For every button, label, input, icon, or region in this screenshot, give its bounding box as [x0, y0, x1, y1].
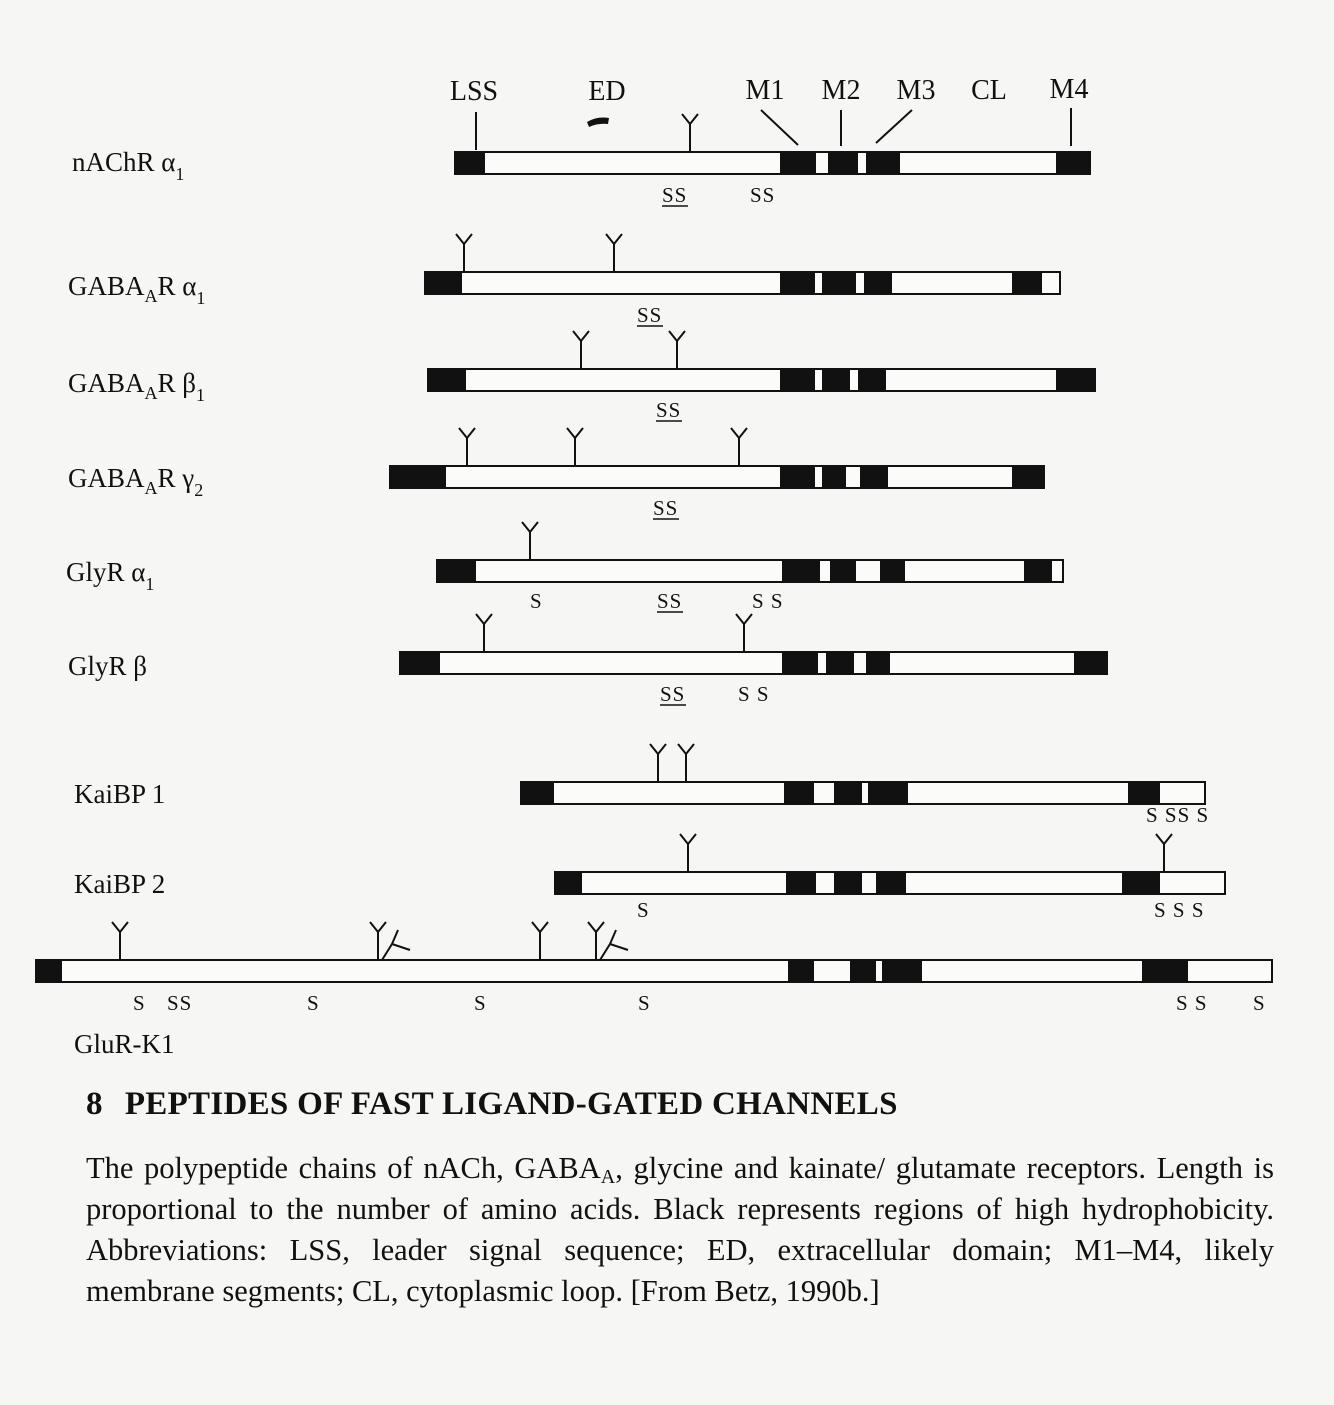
disulfide-label: SS: [657, 589, 683, 613]
segment-label-m4: M4: [1049, 74, 1089, 105]
hydrophobic-segment: [780, 152, 816, 174]
hydrophobic-segment: [782, 652, 818, 674]
m3-pointer: [876, 110, 912, 143]
disulfide-label: SS: [637, 303, 663, 327]
receptor-name: GluR-K1: [74, 1029, 175, 1059]
polypeptide-chain: [437, 560, 1063, 582]
polypeptide-chain: [390, 466, 1044, 488]
receptor-name: GABA: [68, 463, 145, 493]
glycosylation-site-icon: [522, 522, 538, 560]
disulfide-label: SS: [653, 496, 679, 520]
glycosylation-site-icon: [476, 614, 492, 652]
receptor-subunit-subscript: 1: [196, 288, 206, 308]
hydrophobic-segment: [1074, 652, 1107, 674]
disulfide-label: SS: [167, 991, 193, 1015]
receptor-label: [74, 1029, 175, 1059]
glycosylation-site-icon: [669, 331, 685, 369]
hydrophobic-segment: [400, 652, 440, 674]
hydrophobic-segment: [864, 272, 892, 294]
hydrophobic-segment: [868, 782, 908, 804]
receptor-subunit-subscript: 1: [145, 574, 155, 594]
hydrophobic-segment: [780, 272, 815, 294]
receptor-name-suffix: R γ: [157, 463, 195, 493]
disulfide-label: S: [638, 991, 651, 1015]
receptor-subscript-a: A: [144, 286, 158, 306]
hydrophobic-segment: [784, 782, 814, 804]
hydrophobic-segment: [1122, 872, 1160, 894]
hydrophobic-segment: [822, 369, 850, 391]
receptor-label: [68, 368, 205, 405]
glycosylation-site-icon: [112, 922, 128, 960]
disulfide-label: SS: [662, 183, 688, 207]
hydrophobic-segment: [830, 560, 856, 582]
receptor-name: GABA: [68, 271, 145, 301]
figure-title: PEPTIDES OF FAST LIGAND-GATED CHANNELS: [124, 1086, 898, 1122]
glycosylation-site-icon: [573, 331, 589, 369]
hydrophobic-segment: [36, 960, 62, 982]
hydrophobic-segment: [1056, 369, 1095, 391]
glycosylation-site-icon: [731, 428, 747, 466]
disulfide-label: S S: [752, 589, 784, 613]
hydrophobic-segment: [822, 466, 846, 488]
segment-label-cl: CL: [971, 75, 1007, 106]
receptor-label: [74, 869, 165, 899]
hydrophobic-segment: [1142, 960, 1188, 982]
hydrophobic-segment: [428, 369, 466, 391]
receptor-name: nAChR α: [72, 147, 176, 177]
hydrophobic-segment: [858, 369, 886, 391]
glycosylation-site-icon: [567, 428, 583, 466]
glycosylation-site-icon: [370, 922, 386, 960]
glycosylation-site-icon: [532, 922, 548, 960]
glycosylation-site-icon: [459, 428, 475, 466]
figure-caption-body: [86, 1148, 1274, 1312]
polypeptide-chain: [455, 152, 1090, 174]
glycosylation-site-icon: [1156, 834, 1172, 872]
receptor-row: [74, 744, 1209, 827]
disulfide-label: S SS S: [1146, 803, 1210, 827]
hydrophobic-segment: [882, 960, 922, 982]
hydrophobic-segment: [788, 960, 814, 982]
disulfide-label: S S S: [1154, 898, 1205, 922]
hydrophobic-segment: [555, 872, 582, 894]
hydrophobic-segment: [780, 369, 815, 391]
receptor-subunit-subscript: 1: [175, 164, 185, 184]
disulfide-label: S: [133, 991, 146, 1015]
polypeptide-chain: [36, 960, 1272, 982]
receptor-row: [72, 114, 1090, 207]
segment-label-m3: M3: [896, 75, 936, 106]
segment-label-lss: LSS: [449, 76, 499, 107]
polypeptide-chain: [425, 272, 1060, 294]
segment-label-m2: M2: [821, 75, 861, 106]
hydrophobic-segment: [850, 960, 876, 982]
glycosylation-site-icon: [588, 922, 604, 960]
hydrophobic-segment: [866, 152, 900, 174]
hydrophobic-segment: [786, 872, 816, 894]
hydrophobic-segment: [834, 872, 862, 894]
receptor-subunit-subscript: 1: [196, 385, 206, 405]
hydrophobic-segment: [826, 652, 854, 674]
receptor-row: [74, 834, 1225, 922]
hydrophobic-segment: [876, 872, 906, 894]
branched-glycosylation-icon: [600, 930, 628, 960]
glycosylation-site-icon: [680, 834, 696, 872]
hydrophobic-segment: [834, 782, 862, 804]
receptor-name: GABA: [68, 368, 145, 398]
receptor-label: [66, 557, 154, 594]
hydrophobic-segment: [521, 782, 554, 804]
hydrophobic-segment: [437, 560, 476, 582]
ed-marker: [587, 118, 609, 128]
disulfide-label: S S: [738, 682, 770, 706]
segment-label-ed: ED: [588, 76, 626, 107]
polypeptide-chain: [400, 652, 1107, 674]
receptor-name: GlyR α: [66, 557, 146, 587]
polypeptide-chain: [428, 369, 1095, 391]
hydrophobic-segment: [866, 652, 890, 674]
receptor-label: [68, 463, 203, 500]
segment-label-m1: M1: [745, 75, 785, 106]
glycosylation-site-icon: [606, 234, 622, 272]
hydrophobic-segment: [782, 560, 820, 582]
receptor-chains: [36, 114, 1272, 1059]
receptor-name-suffix: R α: [157, 271, 197, 301]
hydrophobic-segment: [1024, 560, 1052, 582]
hydrophobic-segment: [860, 466, 888, 488]
polypeptide-chain: [521, 782, 1205, 804]
caption-text-part1: The polypeptide chains of nACh, GABA: [86, 1151, 601, 1185]
hydrophobic-segment: [1012, 466, 1044, 488]
segment-legend-pointers: [476, 108, 1071, 150]
receptor-row: [68, 614, 1107, 706]
figure-number: 8: [86, 1086, 103, 1122]
hydrophobic-segment: [425, 272, 462, 294]
receptor-row: [36, 922, 1272, 1059]
glycosylation-site-icon: [736, 614, 752, 652]
hydrophobic-segment: [780, 466, 815, 488]
caption-subscript: A: [600, 1166, 616, 1188]
receptor-name: KaiBP 2: [74, 869, 166, 899]
hydrophobic-segment: [1012, 272, 1042, 294]
glycosylation-site-icon: [456, 234, 472, 272]
disulfide-label: S S: [1176, 991, 1208, 1015]
disulfide-label: SS: [660, 682, 686, 706]
receptor-name: GlyR β: [68, 651, 147, 681]
disulfide-label: S: [530, 589, 543, 613]
disulfide-label: S: [1253, 991, 1266, 1015]
receptor-row: [68, 331, 1095, 422]
receptor-row: [66, 522, 1063, 613]
disulfide-label: S: [307, 991, 320, 1015]
receptor-subunit-subscript: 2: [194, 480, 204, 500]
hydrophobic-segment: [822, 272, 856, 294]
caption-text-part2: , glycine and kainate/ glutamate receptors. Length is proportional to the number of amino acids. Black represents regions of high hydrophobicity. Abbreviations: LSS, leader signal sequence; ED, extracellular domain; M1–M4, likely membrane segments; CL, cytoplasmic loop. [From Betz, 1990b.]: [86, 1151, 1274, 1308]
hydrophobic-segment: [1128, 782, 1160, 804]
hydrophobic-segment: [390, 466, 446, 488]
receptor-label: [72, 147, 184, 184]
segment-legend: [450, 74, 1089, 107]
m1-pointer: [761, 110, 798, 145]
hydrophobic-segment: [828, 152, 858, 174]
receptor-label: [68, 271, 205, 308]
receptor-label: [68, 651, 147, 681]
glycosylation-site-icon: [650, 744, 666, 782]
disulfide-label: SS: [750, 183, 776, 207]
receptor-row: [68, 234, 1060, 327]
disulfide-label: S: [637, 898, 650, 922]
hydrophobic-segment: [880, 560, 905, 582]
disulfide-label: SS: [656, 398, 682, 422]
hydrophobic-segment: [455, 152, 485, 174]
receptor-label: [74, 779, 165, 809]
hydrophobic-segment: [1056, 152, 1090, 174]
glycosylation-site-icon: [678, 744, 694, 782]
receptor-subscript-a: A: [144, 478, 158, 498]
receptor-name-suffix: R β: [157, 368, 197, 398]
receptor-row: [68, 428, 1044, 520]
figure-caption-title: [86, 1086, 1286, 1123]
receptor-subscript-a: A: [144, 383, 158, 403]
receptor-name: KaiBP 1: [74, 779, 166, 809]
glycosylation-site-icon: [682, 114, 698, 152]
disulfide-label: S: [474, 991, 487, 1015]
branched-glycosylation-icon: [382, 930, 410, 960]
